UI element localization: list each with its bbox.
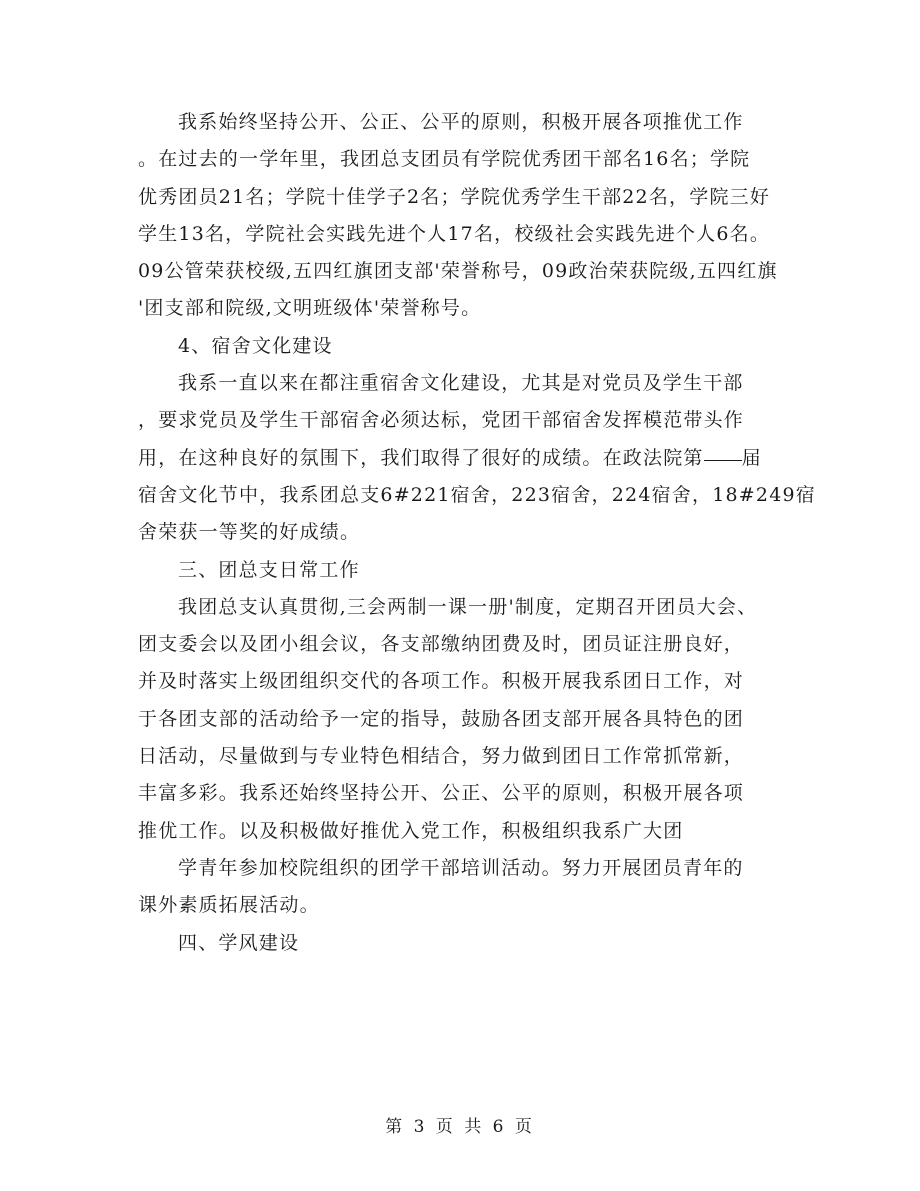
- paragraph-line: 优秀团员21名；学院十佳学子2名；学院优秀学生干部22名，学院三好: [138, 185, 771, 208]
- paragraph-line: '团支部和院级,文明班级体'荣誉称号。: [138, 297, 482, 320]
- section-heading: 4、宿舍文化建设: [178, 334, 333, 357]
- paragraph-line: 丰富多彩。我系还始终坚持公开、公正、公平的原则，积极开展各项: [138, 782, 745, 805]
- paragraph-line: 我系始终坚持公开、公正、公平的原则，积极开展各项推优工作: [178, 111, 744, 133]
- paragraph-line: ，要求党员及学生干部宿舍必须达标，党团干部宿舍发挥模范带头作: [138, 409, 745, 432]
- page-number-footer: 第 3 页 共 6 页: [385, 1117, 535, 1137]
- paragraph-line: 我系一直以来在都注重宿舍文化建设，尤其是对党员及学生干部: [178, 372, 744, 395]
- paragraph-line: 舍荣获一等奖的好成绩。: [138, 521, 361, 544]
- blank-underline: [704, 459, 742, 461]
- paragraph-line: 课外素质拓展活动。: [138, 894, 320, 917]
- document-body: [138, 104, 816, 962]
- paragraph-line: 我团总支认真贯彻,三会两制一课一册'制度，定期召开团员大会、: [178, 595, 758, 618]
- paragraph-line: 于各团支部的活动给予一定的指导，鼓励各团支部开展各具特色的团: [138, 707, 745, 730]
- paragraph-text: 届: [741, 446, 762, 469]
- paragraph-line: [138, 440, 798, 477]
- paragraph-line: 并及时落实上级团组织交代的各项工作。积极开展我系团日工作，对: [138, 670, 745, 693]
- paragraph-line: 。在过去的一学年里，我团总支团员有学院优秀团干部名16名；学院: [138, 148, 751, 171]
- section-heading: 四、学风建设: [178, 931, 300, 954]
- paragraph-line: 宿舍文化节中，我系团总支6#221宿舍，223宿舍，224宿舍，18#249宿: [138, 483, 816, 506]
- paragraph-line: 学生13名，学院社会实践先进个人17名，校级社会实践先进个人6名。: [138, 222, 771, 245]
- paragraph-line: 推优工作。以及积极做好推优入党工作，积极组织我系广大团: [138, 819, 684, 842]
- paragraph-line: 09公管荣获校级,五四红旗团支部'荣誉称号，09政治荣获院级,五四红旗: [138, 260, 778, 283]
- paragraph-line: 团支委会以及团小组会议，各支部缴纳团费及时，团员证注册良好，: [138, 633, 745, 656]
- paragraph-text: 用，在这种良好的氛围下，我们取得了很好的成绩。在政法院第: [138, 446, 704, 469]
- section-heading: 三、团总支日常工作: [178, 558, 360, 581]
- paragraph-line: 学青年参加校院组织的团学干部培训活动。努力开展团员青年的: [178, 856, 744, 879]
- paragraph-line: 日活动，尽量做到与专业特色相结合，努力做到团日工作常抓常新，: [138, 745, 745, 768]
